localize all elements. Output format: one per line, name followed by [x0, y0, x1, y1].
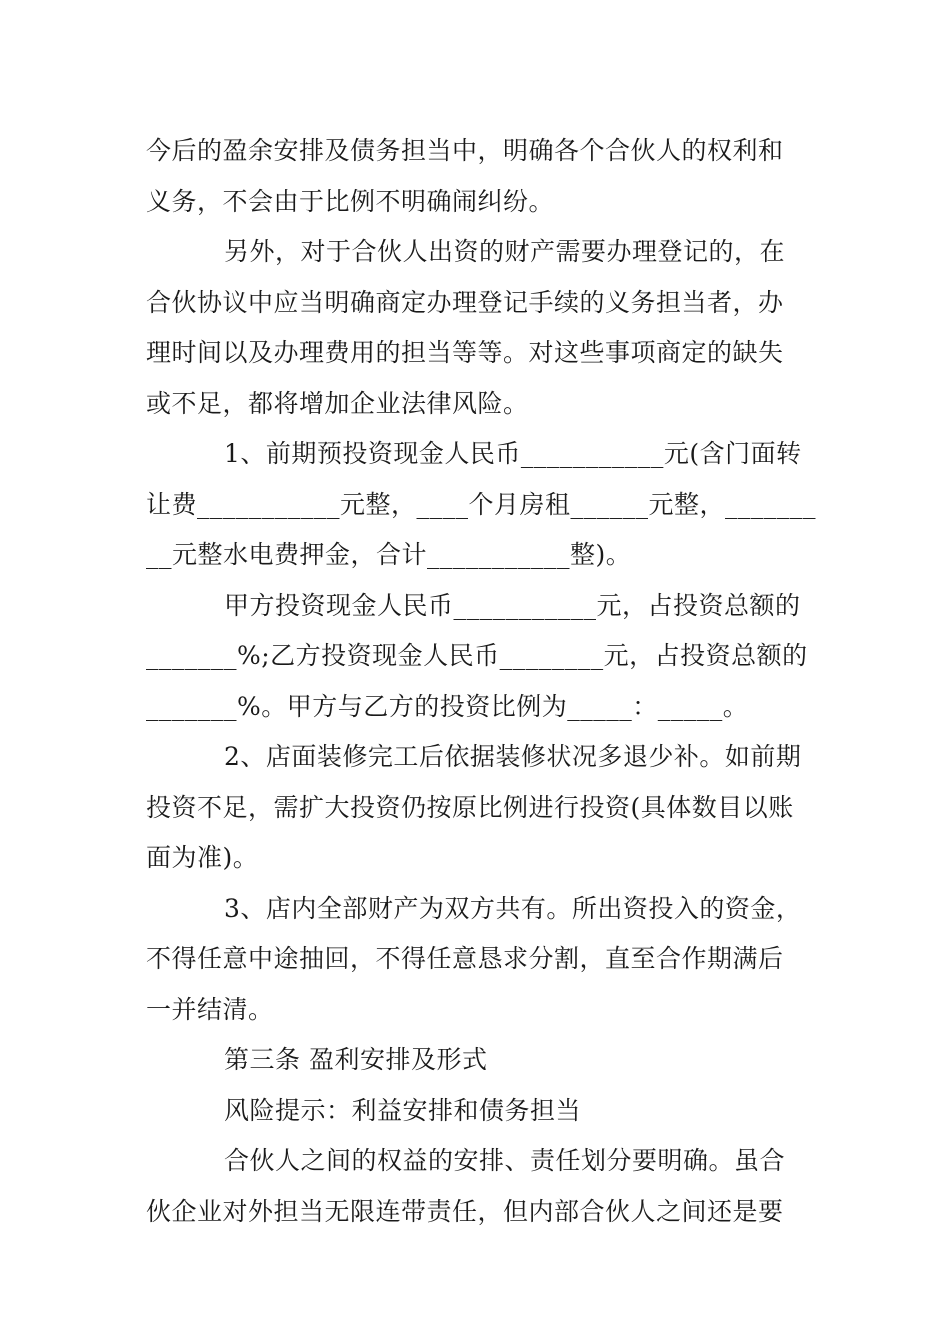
- text-line: 不得任意中途抽回，不得任意恳求分割，直至合作期满后: [146, 944, 784, 973]
- text-line: 投资不足，需扩大投资仍按原比例进行投资(具体数目以账: [146, 792, 794, 822]
- text-line: 让费___________元整，____个月房租______元整，_______: [146, 489, 817, 519]
- text-line: 合伙人之间的权益的安排、责任划分要明确。虽合: [224, 1146, 786, 1175]
- text-line: 或不足，都将增加企业法律风险。: [146, 388, 529, 418]
- text-line: 1、前期预投资现金人民币___________元(含门面转: [224, 439, 802, 468]
- text-line: 一并结清。: [146, 994, 274, 1024]
- text-line: 3、店内全部财产为双方共有。所出资投入的资金，: [224, 893, 802, 923]
- text-line: _______%。甲方与乙方的投资比例为_____：_____。: [146, 691, 749, 721]
- text-line: __元整水电费押金，合计___________整)。: [146, 540, 632, 569]
- paragraph-item-1-preinvestment: [146, 429, 817, 581]
- risk-tip-text: 风险提示：利益安排和债务担当: [224, 1095, 582, 1125]
- paragraph-rights-division: [146, 1136, 806, 1237]
- text-line: 伙企业对外担当无限连带责任，但内部合伙人之间还是要: [146, 1196, 784, 1226]
- paragraph-item-3-property: [146, 884, 806, 1036]
- text-line: 甲方投资现金人民币___________元，占投资总额的: [224, 590, 801, 620]
- paragraph-investment-ratio: [146, 581, 806, 733]
- document-body: [146, 126, 817, 1237]
- paragraph-registration-note: [146, 227, 806, 429]
- risk-tip-heading: [146, 1086, 806, 1137]
- text-line: 面为准)。: [146, 843, 259, 872]
- paragraph-item-2-renovation: [146, 732, 806, 884]
- text-line: 义务，不会由于比例不明确闹纠纷。: [146, 186, 555, 216]
- text-line: 合伙协议中应当明确商定办理登记手续的义务担当者，办: [146, 287, 784, 317]
- paragraph-profit-arrangement-end: [146, 126, 806, 227]
- text-line: 理时间以及办理费用的担当等等。对这些事项商定的缺失: [146, 338, 784, 367]
- text-line: _______%;乙方投资现金人民币________元，占投资总额的: [146, 641, 808, 670]
- text-line: 今后的盈余安排及债务担当中，明确各个合伙人的权利和: [146, 136, 784, 165]
- text-line: 另外，对于合伙人出资的财产需要办理登记的，在: [224, 237, 786, 266]
- text-line: 2、店面装修完工后依据装修状况多退少补。如前期: [224, 742, 802, 771]
- section-heading: 第三条 盈利安排及形式: [224, 1045, 488, 1074]
- section-heading-article-3: [146, 1035, 806, 1086]
